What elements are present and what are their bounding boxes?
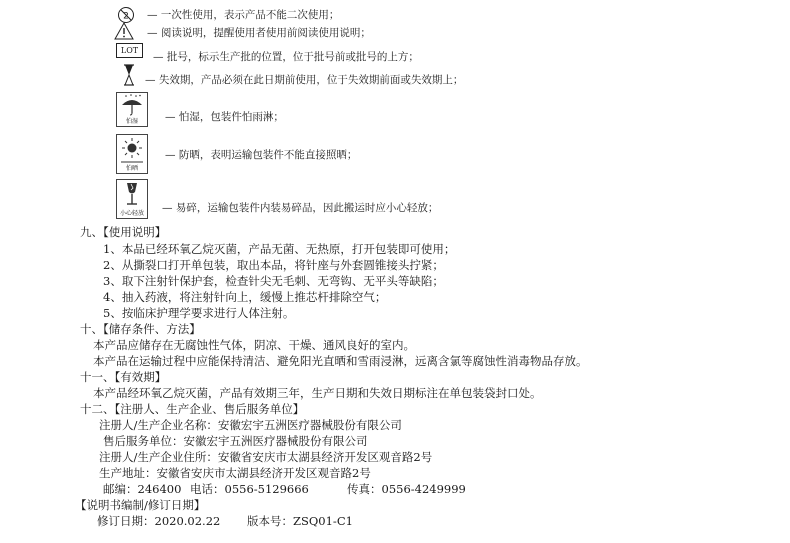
phone: 电话：0556-5129666	[190, 482, 309, 496]
registrant-line: 生产地址：安徽省安庆市太湖县经济开发区观音路2号	[99, 466, 371, 480]
validity-heading: 十一、【有效期】	[80, 370, 167, 384]
lot-number-icon	[116, 43, 143, 58]
storage-heading: 十、【储存条件、方法】	[80, 322, 201, 336]
symbol-desc-fragile: — 易碎，运输包装件内装易碎品，因此搬运时应小心轻放；	[162, 202, 439, 214]
revision-date: 修订日期：2020.02.22	[97, 514, 221, 528]
hourglass-icon	[123, 64, 135, 86]
registrant-heading: 十二、【注册人、生产企业、售后服务单位】	[80, 402, 305, 416]
registrant-line: 注册人/生产企业名称：安徽宏宇五洲医疗器械股份有限公司	[99, 418, 402, 432]
fax: 传真：0556-4249999	[347, 482, 466, 496]
validity-line: 本产品经环氧乙烷灭菌，产品有效期三年，生产日期和失效日期标注在单包装袋封口处。	[93, 386, 542, 400]
storage-line: 本产品在运输过程中应能保持清洁、避免阳光直晒和雪雨浸淋，远离含氯等腐蚀性消毒物品存放。	[93, 354, 588, 368]
revision-heading: 【说明书编制/修订日期】	[75, 498, 206, 512]
fragile-label: 小心轻放	[119, 210, 144, 217]
symbol-desc-read-instructions: — 阅读说明，提醒使用者使用前阅读使用说明；	[147, 27, 371, 39]
symbol-desc-expiry: — 失效期，产品必须在此日期前使用，位于失效期前面或失效期上；	[145, 74, 464, 86]
registrant-line: 售后服务单位：安徽宏宇五洲医疗器械股份有限公司	[103, 434, 368, 448]
caution-icon	[114, 22, 134, 40]
fragile-icon	[116, 179, 148, 219]
usage-item: 1、本品已经环氧乙烷灭菌，产品无菌、无热原，打开包装即可使用；	[103, 242, 456, 256]
usage-item: 2、从撕裂口打开单包装，取出本品，将针座与外套圆锥接头拧紧；	[103, 258, 444, 272]
usage-item: 3、取下注射针保护套，检查针尖无毛刺、无弯钩、无平头等缺陷；	[103, 274, 444, 288]
keep-dry-label: 怕湿	[125, 118, 138, 125]
symbol-desc-single-use: — 一次性使用，表示产品不能二次使用；	[147, 9, 340, 21]
usage-item: 5、按临床护理学要求进行人体注射。	[103, 306, 295, 320]
symbol-desc-keep-dry: — 怕湿，包装件怕雨淋；	[165, 111, 284, 123]
postcode: 邮编：246400	[103, 482, 182, 496]
usage-heading: 九、【使用说明】	[80, 225, 167, 239]
registrant-line: 注册人/生产企业住所：安徽省安庆市太湖县经济开发区观音路2号	[99, 450, 433, 464]
revision-version: 版本号：ZSQ01-C1	[247, 514, 353, 528]
keep-away-from-sunlight-icon	[116, 134, 148, 174]
symbol-desc-sunlight: — 防晒，表明运输包装件不能直接照晒；	[165, 149, 358, 161]
symbol-desc-lot: — 批号，标示生产批的位置，位于批号前或批号的上方；	[153, 51, 419, 63]
svg-text:2: 2	[123, 11, 129, 22]
keep-dry-icon	[116, 92, 148, 127]
lot-label: LOT	[120, 46, 139, 55]
storage-line: 本产品应储存在无腐蚀性气体，阴凉、干燥、通风良好的室内。	[93, 338, 415, 352]
usage-item: 4、抽入药液，将注射针向上，缓慢上推芯杆排除空气；	[103, 290, 387, 304]
keep-away-from-sunlight-label: 怕晒	[125, 165, 138, 172]
